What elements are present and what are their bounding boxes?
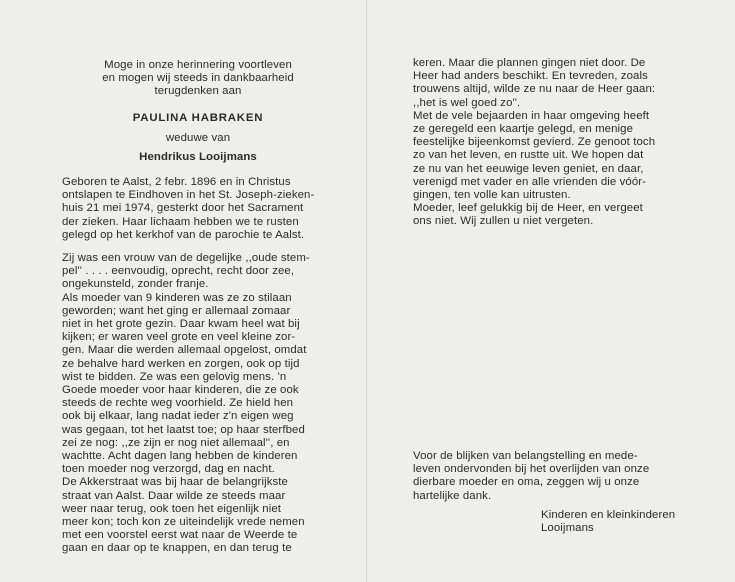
body-line: trouwens altijd, wilde ze nu naar de Heer gaan:: [413, 83, 656, 96]
intro-line: Moge in onze herinnering voortleven: [104, 59, 292, 71]
thanks-paragraph: [413, 450, 703, 503]
deceased-name: PAULINA HABRAKEN: [132, 112, 264, 124]
body-line: ook bij elkaar, lang nadat ieder z'n eigen weg: [62, 410, 294, 423]
body-line: weer naar terug, ook toen het eigenlijk niet: [62, 502, 282, 515]
thanks-line: leven ondervonden bij het overlijden van onze: [413, 463, 650, 476]
intro-text: [62, 59, 334, 99]
body-line: Zij was een vrouw van de degelijke ,,oude stem-: [62, 252, 310, 264]
body-line: wachtte. Acht dagen lang hebben de kinderen: [62, 450, 298, 463]
body-line: ze behalve hard werken en zorgen, ook op tijd: [62, 357, 300, 370]
body-line: zo van het leven, en rustte uit. We hopen dat: [413, 149, 644, 162]
body-line: geworden; want het ging er allemaal zomaar: [62, 304, 291, 317]
body-line: Goede moeder voor haar kinderen, die ze ook: [62, 384, 299, 397]
body-line: Heer had anders beschikt. En tevreden, zoals: [413, 70, 648, 83]
body-line: De Akkerstraat was bij haar de belangrijkste: [62, 476, 288, 489]
thanks-line: dierbare moeder en oma, zeggen wij u onze: [413, 476, 640, 489]
left-body-text: [62, 252, 334, 556]
signature-block: [541, 509, 711, 535]
thanks-line: Voor de blijken van belangstelling en mede-: [413, 450, 638, 462]
body-line: meer kon; toch kon ze uiteindelijk vrede nemen: [62, 516, 305, 529]
body-line: Moeder, leef gelukkig bij de Heer, en vergeet: [413, 202, 643, 215]
body-line: was gegaan, tot het laatst toe; op haar sterfbed: [62, 423, 305, 436]
signature-line: Looijmans: [541, 522, 594, 535]
birth-line: huis 21 mei 1974, gesterkt door het Sacrament: [62, 202, 304, 215]
body-line: gingen, ten volle kan uitrusten.: [413, 189, 571, 202]
birth-line: der zieken. Haar lichaam hebben we te rusten: [62, 215, 299, 228]
intro-line: terugdenken aan: [154, 85, 242, 98]
body-line: ,,het is wel goed zo''.: [413, 96, 521, 109]
card-fold-line: [366, 0, 367, 582]
birth-line: gelegd op het kerkhof van de parochie te Aalst.: [62, 228, 305, 241]
body-line: feestelijke bijeenkomst gevierd. Ze genoot toch: [413, 136, 656, 149]
body-line: gen. Maar die werden allemaal opgelost, omdat: [62, 344, 307, 357]
body-line: straat van Aalst. Daar wilde ze steeds maar: [62, 489, 286, 502]
body-line: pel'' . . . . eenvoudig, oprecht, recht door zee,: [62, 265, 295, 278]
body-line: steeds de rechte weg voorhield. Ze hield hen: [62, 397, 294, 410]
birth-line: ontslapen te Eindhoven in het St. Joseph-zieken-: [62, 189, 315, 202]
body-line: ze nu van het eeuwige leven geniet, en daar,: [413, 162, 644, 175]
right-body-text: [413, 57, 703, 229]
body-line: ons niet. Wij zullen u niet vergeten.: [413, 215, 594, 228]
birth-line: Geboren te Aalst, 2 febr. 1896 en in Christus: [62, 176, 291, 188]
birth-death-paragraph: [62, 176, 334, 242]
widow-of-label: weduwe van: [165, 132, 231, 144]
body-line: Als moeder van 9 kinderen was ze zo stilaan: [62, 291, 292, 304]
body-line: wist te bidden. Ze was een gelovig mens. 'n: [62, 370, 287, 383]
body-line: niet in het grote gezin. Daar kwam heel wat bij: [62, 318, 300, 331]
intro-line: en mogen wij steeds in dankbaarheid: [102, 72, 294, 85]
body-line: gaan en daar op te knappen, en dan terug te: [62, 542, 292, 555]
body-line: ongekunsteld, zonder franje.: [62, 278, 209, 291]
thanks-line: hartelijke dank.: [413, 489, 492, 502]
husband-name: Hendrikus Looijmans: [139, 151, 257, 163]
body-line: toen moeder nog verzorgd, dag en nacht.: [62, 463, 275, 476]
body-line: met een voorstel eerst wat naar de Weerde te: [62, 529, 298, 542]
body-line: ze geregeld een kaartje gelegd, en menige: [413, 123, 634, 136]
body-line: zei ze nog: ,,ze zijn er nog niet allemaal'', en: [62, 436, 290, 449]
body-line: kijken; er waren veel grote en veel kleine zor-: [62, 331, 296, 344]
body-line: verenigd met vader en alle vrienden die vóór-: [413, 175, 647, 188]
body-line: Met de vele bejaarden in haar omgeving heeft: [413, 109, 650, 122]
signature-line: Kinderen en kleinkinderen: [541, 509, 676, 521]
body-line: keren. Maar die plannen gingen niet door. De: [413, 57, 646, 69]
